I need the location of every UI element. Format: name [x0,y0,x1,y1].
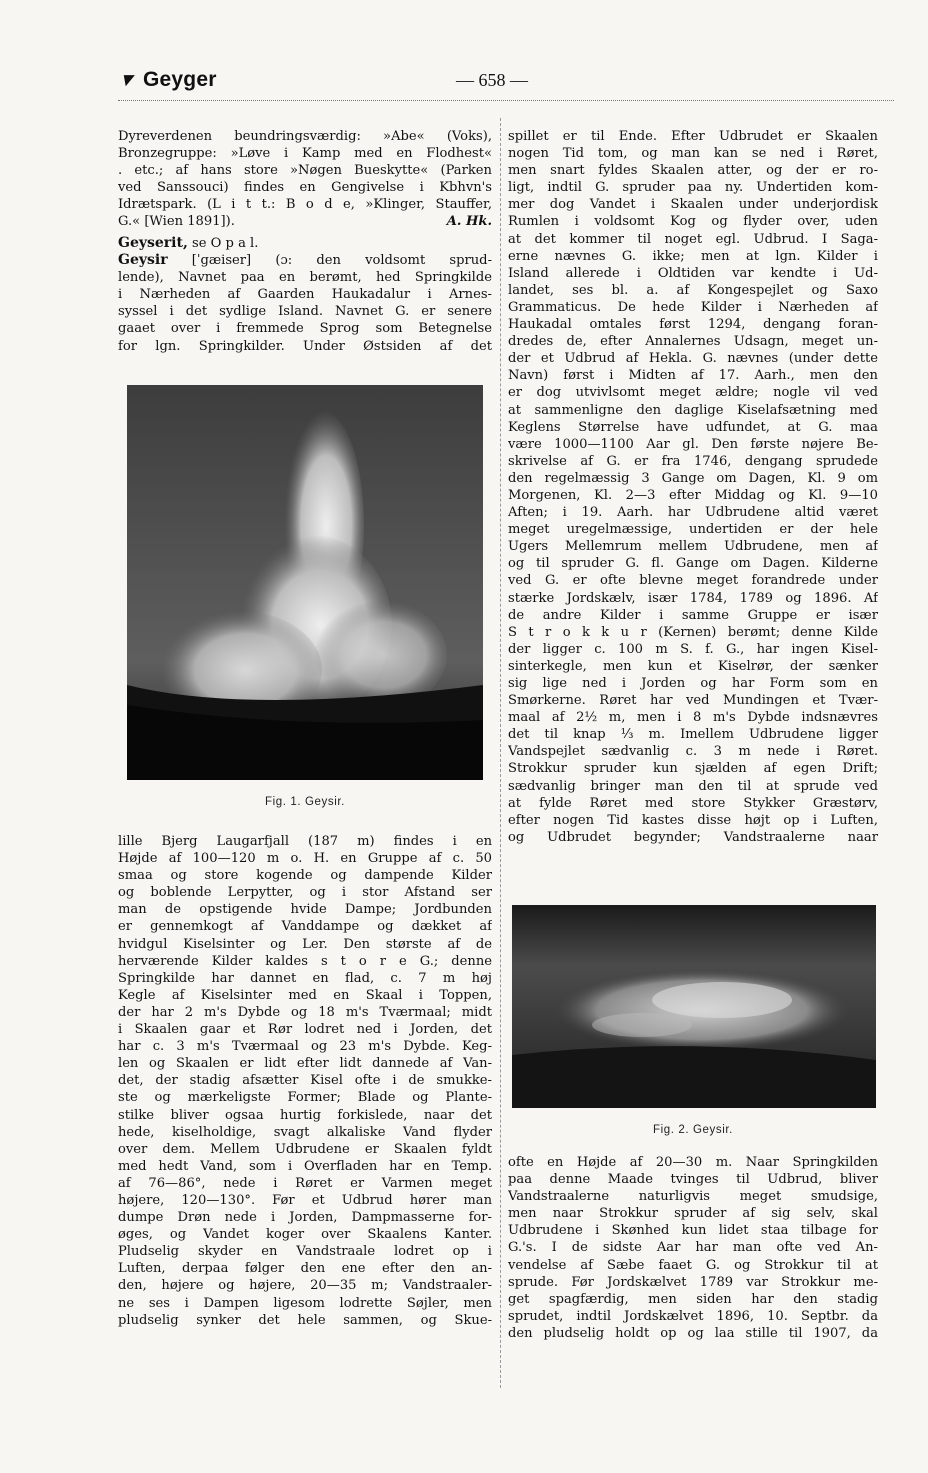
text-line: syssel i det sydlige Island. Navnet G. er senere [118,304,492,320]
text-line: hvidgul Kiselsinter og Ler. Den største af de [118,936,492,952]
text-line: Bronzegruppe: »Løve i Kamp med en Flodhest« [118,146,492,162]
text-line: Ugers Mellemrum mellem Udbrudene, men af [508,539,878,555]
text-line: men snart fyldes Skaalen atter, og der er ro- [508,163,878,179]
geyser-pool-image [512,905,876,1108]
text-line: erne nævnes G. ikke; men at lgn. Kilder i [508,248,878,264]
entry-geyserit [118,235,492,252]
text-line: men naar Strokkur spruder af sig selv, skal [508,1206,878,1222]
author-signature: A. Hk. [446,214,492,230]
left-column-top [118,128,492,231]
text-line: være 1000—1100 Aar gl. Den første nøjere Be- [508,436,878,452]
text-line: det, der stadig afsætter Kisel ofte i de smukke- [118,1073,492,1089]
entry-text-geyserit: se O p a l. [192,236,259,251]
text-line: Haukadal omtales først 1294, dengang foran- [508,317,878,333]
text-line: stærke Jordskælv, især 1784, 1789 og 1896. Af [508,590,878,606]
figure-1-photo [127,385,483,780]
text-line: ved G. er ofte blevne meget forandrede under [508,573,878,589]
text-line: sinterkegle, men kun et Kiselrør, der sænker [508,658,878,674]
text-line: ofte en Højde af 20—30 m. Naar Springkilden [508,1155,878,1170]
text-line: spillet er til Ende. Efter Udbrudet er Skaalen [508,129,878,144]
text-line: lille Bjerg Laugarfjall (187 m) findes i en [118,834,492,849]
text-line: pludselig synker det hele sammen, og Skue- [118,1312,492,1328]
text-line: G.'s. I de sidste Aar har man ofte ved An- [508,1240,878,1256]
text-line: S t r o k k u r (Kernen) berømt; denne Kilde [508,624,878,640]
text-line: Pludselig skyder en Vandstraale lodret op i [118,1244,492,1260]
text-line: den regelmæssig 3 Gange om Dagen, Kl. 9 om [508,470,878,486]
text-line: len og Skaalen er lidt efter lidt dannede af Van- [118,1056,492,1072]
text-line: Keglens Størrelse have udfundet, at G. maa [508,419,878,435]
figure-1-caption: Fig. 1. Geysir. [265,796,345,808]
text-line: ved Sanssouci) findes en Gengivelse i Kbhvn's [118,180,492,196]
text-line: med hedt Vand, som i Overfladen har en Temp. [118,1158,492,1174]
text-line: get spagfærdig, men siden har den stadig [508,1291,878,1307]
right-column-bottom [508,1154,878,1342]
entry-geysir-body [118,269,492,354]
text-line: stilke bliver ogsaa hurtig forkislede, naar det [118,1107,492,1123]
text-line: Vandstraalerne naturligvis meget smudsige, [508,1189,878,1205]
text-line: . etc.; af hans store »Nøgen Bueskytte« (Parken [118,163,492,179]
text-line: der har 2 m's Dybde og 18 m's Tværmaal; midt [118,1004,492,1020]
text-line: i Skaalen gaar et Rør lodret ned i Jorden, det [118,1022,492,1038]
text-line: lende), Navnet paa en berømt, hed Springkilde [118,270,492,286]
text-line: gaaet over i fremmede Sprog som Betegnelse [118,321,492,337]
text-line: øges, og Vandet koger over Skaalens Kanter. [118,1227,492,1243]
text-line: mer dog Vandet i Skaalen under underjordisk [508,197,878,213]
text-line: i Nærheden af Gaarden Haukadalur i Arnes- [118,287,492,303]
text-line: dredes de, efter Annalernes Udsagn, meget un- [508,334,878,350]
text-line: Højde af 100—120 m o. H. en Gruppe af c. 50 [118,851,492,867]
text-line: sædvanlig bringer man den til at sprude ved [508,778,878,794]
entry-term-geyserit: Geyserit, [118,235,188,251]
text-line: smaa og store kogende og dampende Kilder [118,868,492,884]
text-line: Dyreverdenen beundringsværdig: »Abe« (Voks), [118,129,492,144]
text-line: Udbrudene i Skønhed kun lidet staa tilbage for [508,1223,878,1239]
text-line: at det kommer til noget egl. Udbrud. I Saga- [508,231,878,247]
text-line: Kegle af Kiselsinter med en Skaal i Toppen, [118,987,492,1003]
text-line: ne ses i Dampen ligesom lodrette Søjler, men [118,1295,492,1311]
text-line: og boblende Lerpytter, og i stor Afstand ser [118,885,492,901]
text-line: vendelse af Sæbe faaet G. og Strokkur til at [508,1257,878,1273]
entry-term-geysir: Geysir [118,252,168,269]
entry-geysir-pron: [ˈgæiser] (ɔ: den voldsomt sprud- [191,253,492,269]
text-line: Morgenen, Kl. 2—3 efter Middag og Kl. 9—10 [508,487,878,503]
column-divider [500,118,501,1388]
text-line: Vandspejlet sædvanlig c. 3 m nede i Røret. [508,744,878,760]
text-line: Aften; i 19. Aarh. har Udbrudene altid været [508,505,878,521]
text-line: har c. 3 m's Tværmaal og 23 m's Dybde. Keg- [118,1039,492,1055]
header-rule [118,100,894,101]
text-line: herværende Kilder kaldes s t o r e G.; denne [118,953,492,969]
text-line: ligt, indtil G. spruder paa ny. Undertiden kom- [508,180,878,196]
text-line: efter nogen Tid kastes disse højt op i Luften, [508,812,878,828]
text-line: maal af 2½ m, men i 8 m's Dybde indsnævres [508,710,878,726]
text-line: Idrætspark. (L i t t.: B o d e, »Klinger, Stauffer, [118,197,492,213]
text-line: over dem. Mellem Udbrudene er Skaalen fyldt [118,1141,492,1157]
text-line: man de opstigende hvide Dampe; Jordbunden [118,902,492,918]
text-line: paa denne Maade tvinges til Udbrud, bliver [508,1172,878,1188]
text-line: der et Udbrud af Hekla. G. nævnes (under dette [508,351,878,367]
text-line: G.« [Wien 1891]). A. Hk. [118,214,492,230]
text-line: Smørkerne. Røret har ved Mundingen et Tvær- [508,693,878,709]
text-line: og Udbrudet begynder; Vandstraalerne naar [508,829,878,845]
text-line: nogen Tid tom, og man kan se ned i Røret, [508,146,878,162]
text-line: af 76—86°, nede i Røret er Varmen meget [118,1175,492,1191]
running-head [114,68,217,92]
text-line: sprude. Før Jordskælvet 1789 var Strokkur me- [508,1274,878,1290]
text-line: Rumlen i voldsomt Kog og flyder over, uden [508,214,878,230]
text-line: at fylde Røret med store Stykker Græstørv, [508,795,878,811]
text-line: sig lige ned i Jorden og har Form som en [508,676,878,691]
text-line: Luften, derpaa følger den ene efter den an- [118,1261,492,1277]
right-column-top [508,128,878,846]
figure-2-photo [512,905,876,1108]
text-line: Springkilde har dannet en flad, c. 7 m høj [118,970,492,986]
text-line: ste og mærkeligste Former; Blade og Plante- [118,1090,492,1106]
text-line: og til spruder G. fl. Gange om Dagen. Kilderne [508,556,878,572]
figure-2-caption: Fig. 2. Geysir. [653,1124,733,1136]
text-line: er gennemkogt af Vanddampe og dækket af [118,919,492,935]
text-line: der ligger c. 100 m S. f. G., har ingen Kisel- [508,641,878,657]
running-head-text: Geyger [143,68,217,91]
text-line: landet, ses bl. a. af Kongespejlet og Saxo [508,282,878,298]
text-line: skrivelse af G. er fra 1746, dengang sprudede [508,453,878,469]
text-line: højere, 120—130°. Før et Udbrud hører man [118,1192,492,1208]
page-number: — 658 — [456,70,528,90]
section-mark-icon: ▼ [114,70,141,91]
text-line: er dog utvivlsomt meget ældre; nogle vil ved [508,385,878,401]
text-line: de andre Kilder i samme Gruppe er især [508,607,878,623]
text-line: den pludselig holdt op og laa stille til 1907, da [508,1325,878,1341]
text-line: at sammenligne den daglige Kiselafsætning med [508,402,878,418]
text-line: sprudet, indtil Jordskælvet 1896, 10. Septbr. da [508,1308,878,1324]
left-column-bottom [118,833,492,1329]
page-header [114,66,894,102]
text-line: for lgn. Springkilder. Under Østsiden af det [118,338,492,354]
entry-geysir-first-line [118,252,492,269]
text-line: den, højere og højere, 20—35 m; Vandstraaler- [118,1278,492,1294]
geyser-eruption-image [127,385,483,780]
text-line: Island allerede i Oldtiden var kendte i Ud- [508,265,878,281]
text-line: Grammaticus. De hede Kilder i Nærheden af [508,299,878,315]
text-line: det til knap ⅓ m. Imellem Udbrudene ligger [508,727,878,743]
text-line: meget uregelmæssige, undertiden er der hele [508,522,878,538]
entry-block [118,235,492,355]
text-line: Navn) først i Midten af 17. Aarh., men den [508,368,878,384]
text-line: dumpe Drøn nede i Jorden, Dampmasserne for- [118,1210,492,1226]
text-line: hede, kiselholdige, svagt alkaliske Vand flyder [118,1124,492,1140]
text-line: Strokkur spruder kun sjælden af egen Drift; [508,761,878,777]
